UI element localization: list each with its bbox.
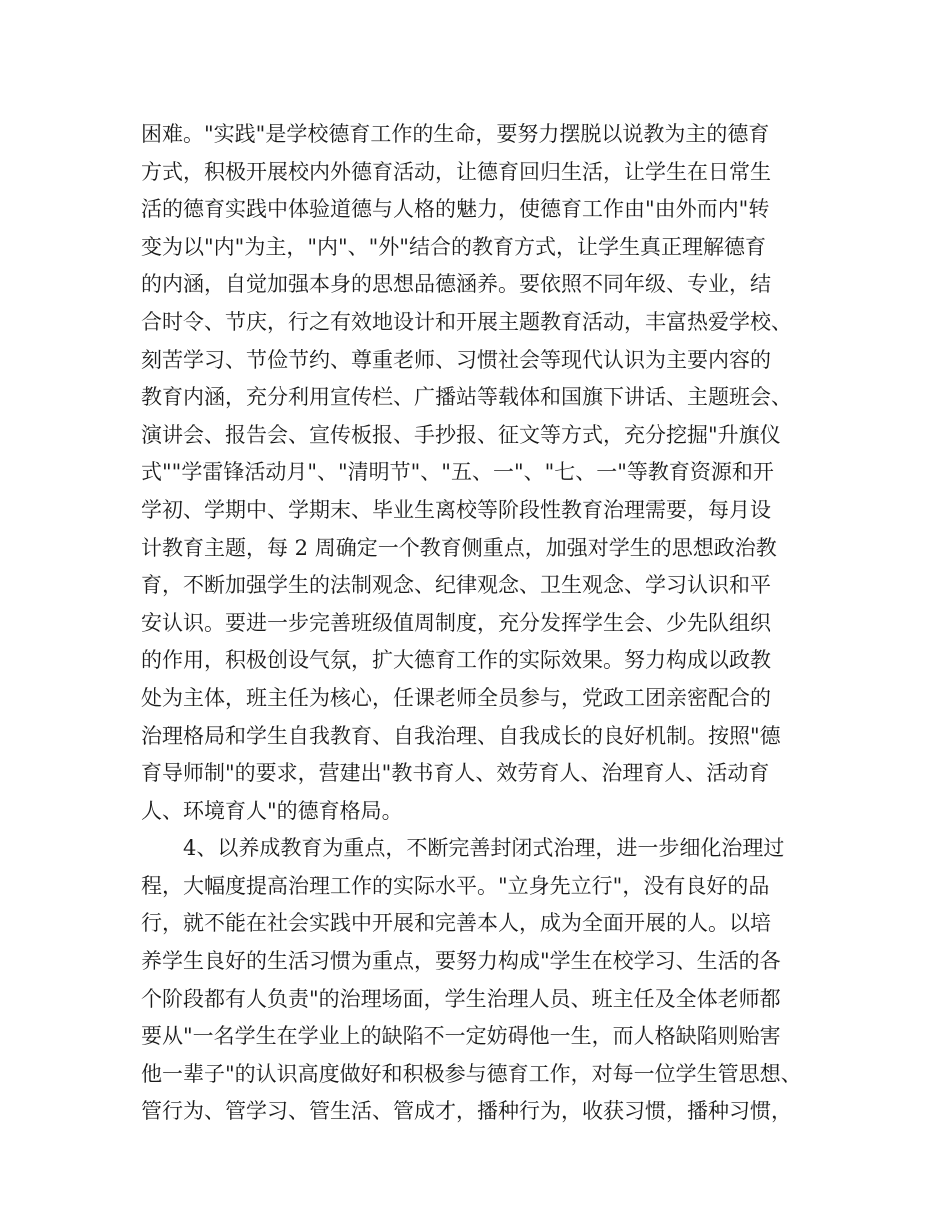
text-line: 教育内涵，充分利用宣传栏、广播站等载体和国旗下讲话、主题班会、 (141, 385, 792, 410)
text-line: 行，就不能在社会实践中开展和完善本人，成为全面开展的人。以培 (141, 911, 771, 936)
text-line: 刻苦学习、节俭节约、尊重老师、习惯社会等现代认识为主要内容的 (141, 347, 771, 372)
text-line: 要从"一名学生在学业上的缺陷不一定妨碍他一生，而人格缺陷则贻害 (141, 1024, 781, 1049)
text-line: 程，大幅度提高治理工作的实际水平。"立身先立行"，没有良好的品 (141, 873, 770, 898)
text-line: 管行为、管学习、管生活、管成才，播种行为，收获习惯，播种习惯， (141, 1099, 792, 1124)
text-line: 的内涵，自觉加强本身的思想品德涵养。要依照不同年级、专业，结 (141, 272, 771, 297)
text-line: 育，不断加强学生的法制观念、纪律观念、卫生观念、学习认识和平 (141, 573, 771, 598)
text-line: 养学生良好的生活习惯为重点，要努力构成"学生在校学习、生活的各 (141, 949, 781, 974)
text-line: 学初、学期中、学期末、毕业生离校等阶段性教育治理需要，每月设 (141, 497, 771, 522)
text-line: 计教育主题，每 2 周确定一个教育侧重点，加强对学生的思想政治教 (141, 535, 777, 560)
text-line: 变为以"内"为主，"内"、"外"结合的教育方式，让学生真正理解德育 (141, 234, 766, 259)
text-line: 活的德育实践中体验道德与人格的魅力，使德育工作由"由外而内"转 (141, 197, 770, 222)
text-line: 他一辈子"的认识高度做好和积极参与德育工作，对每一位学生管思想、 (141, 1061, 802, 1086)
text-line: 式""学雷锋活动月"、"清明节"、"五、一"、"七、一"等教育资源和开 (141, 460, 774, 485)
text-line: 演讲会、报告会、宣传板报、手抄报、征文等方式，充分挖掘"升旗仪 (141, 422, 781, 447)
text-line: 人、环境育人"的德育格局。 (141, 798, 403, 823)
text-line: 的作用，积极创设气氛，扩大德育工作的实际效果。努力构成以政教 (141, 648, 771, 673)
text-line: 治理格局和学生自我教育、自我治理、自我成长的良好机制。按照"德 (141, 723, 781, 748)
body-text (141, 116, 831, 1131)
paragraph-start-line: 4、以养成教育为重点，不断完善封闭式治理，进一步细化治理过 (183, 836, 785, 861)
text-line: 个阶段都有人负责"的治理场面，学生治理人员、班主任及全体老师都 (141, 986, 781, 1011)
text-line: 合时令、节庆，行之有效地设计和开展主题教育活动，丰富热爱学校、 (141, 309, 792, 334)
text-line: 处为主体，班主任为核心，任课老师全员参与，党政工团亲密配合的 (141, 685, 771, 710)
text-line: 安认识。要进一步完善班级值周制度，充分发挥学生会、少先队组织 (141, 610, 771, 635)
text-line: 方式，积极开展校内外德育活动，让德育回归生活，让学生在日常生 (141, 159, 771, 184)
text-line: 困难。"实践"是学校德育工作的生命，要努力摆脱以说教为主的德育 (141, 122, 770, 146)
text-line: 育导师制"的要求，营建出"教书育人、效劳育人、治理育人、活动育 (141, 761, 770, 786)
